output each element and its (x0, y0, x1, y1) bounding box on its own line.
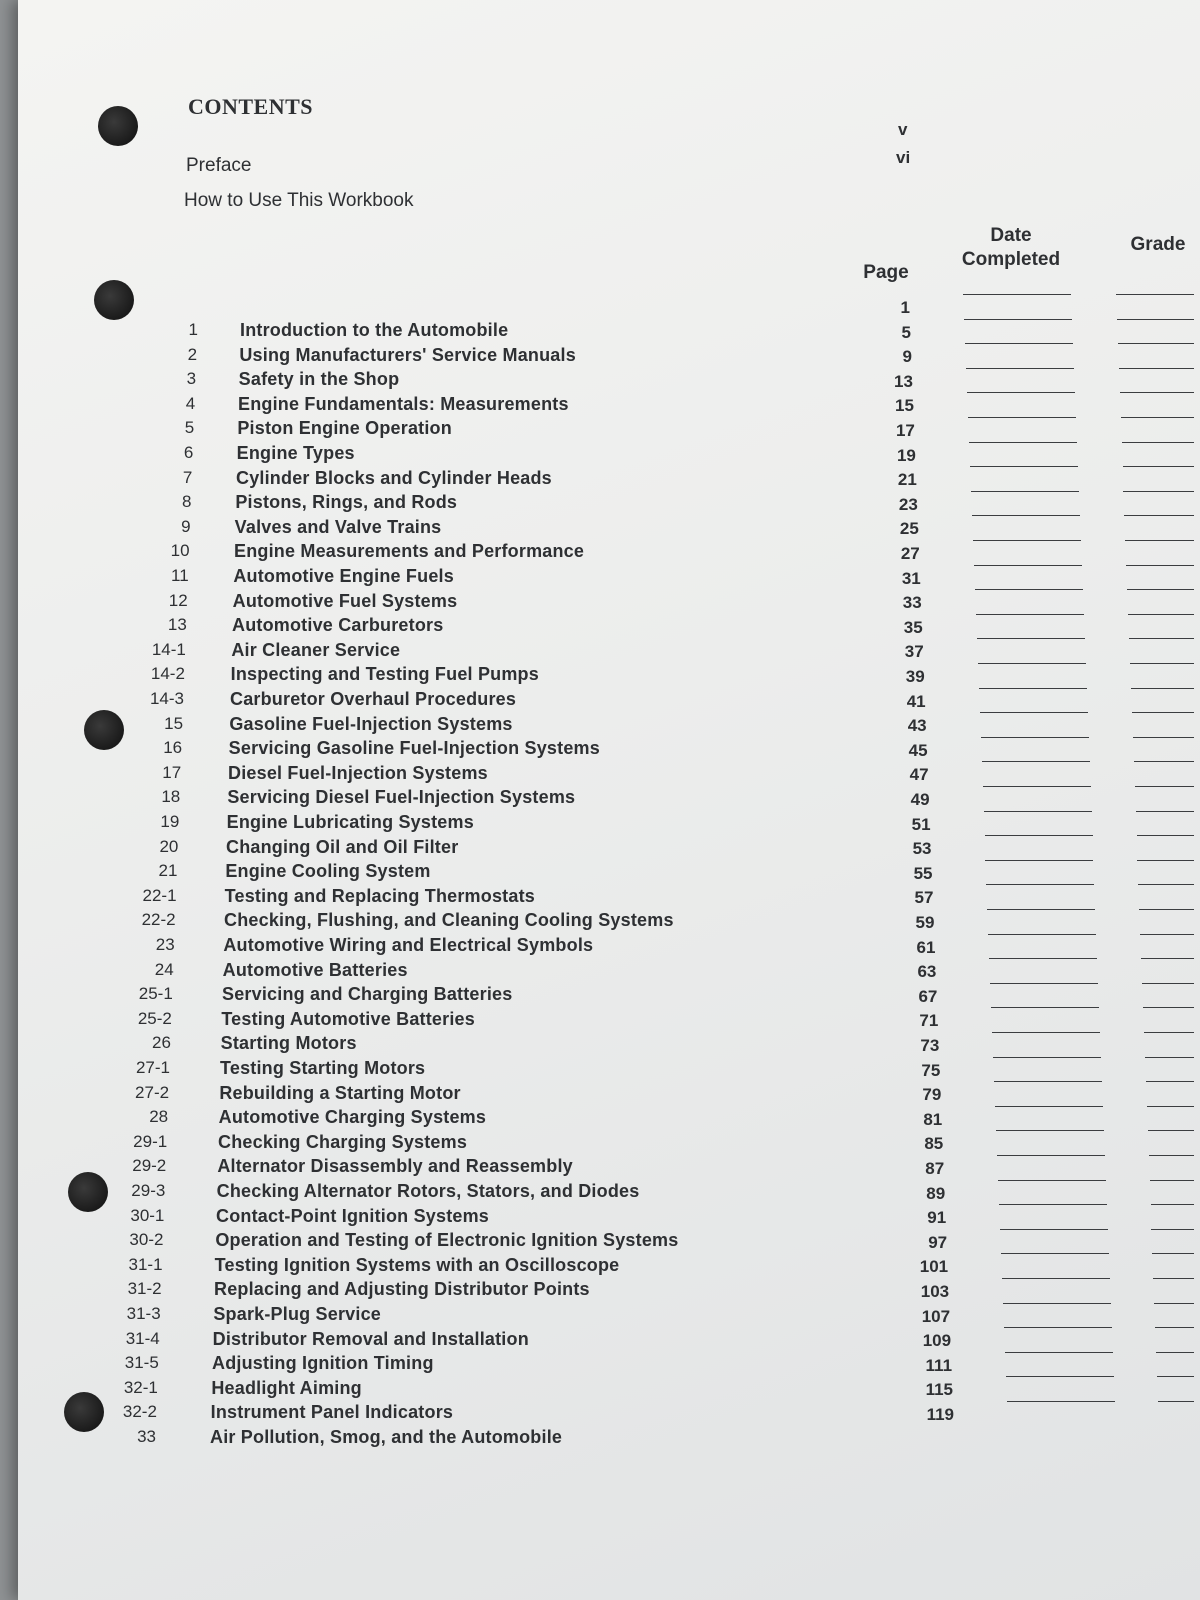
toc-entry-number: 22-2 (141, 910, 176, 930)
grade-blank (1141, 958, 1194, 959)
grade-blank (1143, 1007, 1194, 1008)
toc-entry-page: 115 (925, 1380, 954, 1400)
toc-entry-number: 33 (137, 1427, 156, 1446)
toc-entry-number: 30-2 (129, 1230, 164, 1250)
toc-entry-number: 27-2 (135, 1082, 170, 1102)
toc-entry-title: Automotive Wiring and Electrical Symbols (223, 935, 594, 955)
toc-entry-number: 9 (181, 516, 191, 536)
grade-blank (1156, 1352, 1194, 1353)
toc-entry-page: 119 (926, 1405, 954, 1424)
date-completed-blank (979, 688, 1087, 689)
date-completed-blank (973, 540, 1081, 541)
toc-entry-number: 31-3 (126, 1304, 161, 1323)
toc-entry-title: Pistons, Rings, and Rods (235, 492, 458, 513)
grade-blank (1139, 909, 1194, 910)
toc-entry-number: 29-2 (132, 1156, 167, 1176)
toc-entry-number: 25-2 (137, 1008, 172, 1028)
toc-entry-title: Headlight Aiming (211, 1377, 362, 1398)
toc-entry-page: 57 (914, 888, 934, 908)
grade-blank (1133, 737, 1194, 738)
date-completed-blank (972, 515, 1080, 516)
toc-entry-page: 73 (920, 1036, 940, 1055)
toc-entry-title: Distributor Removal and Installation (212, 1328, 529, 1349)
grade-blank (1124, 515, 1194, 516)
date-completed-blank (968, 417, 1076, 418)
grade-blank (1146, 1081, 1194, 1082)
grade-blank (1135, 786, 1194, 787)
grade-blank (1120, 392, 1194, 393)
toc-entry-page: 111 (925, 1355, 953, 1375)
toc-entry-page: 59 (915, 913, 935, 932)
toc-entry-number: 7 (182, 467, 193, 487)
date-completed-blank (983, 786, 1091, 787)
toc-entry-title: Checking Alternator Rotors, Stators, and Diodes (216, 1181, 640, 1201)
toc-entry-title: Diesel Fuel-Injection Systems (228, 762, 488, 783)
toc-entry-title: Inspecting and Testing Fuel Pumps (230, 664, 539, 685)
date-completed-blank (993, 1057, 1101, 1058)
grade-blank (1129, 638, 1194, 639)
date-completed-blank (985, 860, 1093, 861)
toc-entry-number: 12 (168, 590, 188, 610)
toc-entry-number: 31-2 (127, 1279, 162, 1299)
toc-entry-page: 51 (911, 814, 931, 834)
toc-entry-number: 14-3 (149, 689, 184, 708)
grade-blank (1147, 1106, 1194, 1107)
grade-blank (1131, 688, 1194, 689)
toc-entry-page: 101 (919, 1257, 949, 1277)
toc-entry-title: Automotive Fuel Systems (232, 590, 458, 611)
date-completed-blank (971, 491, 1079, 492)
date-completed-blank (999, 1204, 1107, 1205)
grade-blank (1155, 1327, 1194, 1328)
toc-entry-page: 23 (898, 494, 918, 514)
column-header-grade: Grade (1130, 234, 1186, 255)
toc-entry-page: 25 (899, 519, 919, 539)
toc-entry-page: 87 (925, 1159, 945, 1178)
date-completed-blank (1000, 1229, 1108, 1230)
toc-entry-number: 1 (188, 320, 198, 339)
toc-entry-number: 31-4 (125, 1328, 160, 1348)
grade-blank (1151, 1229, 1194, 1230)
date-completed-blank (998, 1180, 1106, 1181)
grade-blank (1154, 1303, 1194, 1304)
toc-entry-title: Piston Engine Operation (237, 418, 452, 439)
date-completed-blank (980, 712, 1088, 713)
grade-blank (1157, 1376, 1194, 1377)
date-completed-blank (1005, 1352, 1113, 1353)
toc-entry-number: 26 (152, 1033, 171, 1053)
grade-blank (1130, 663, 1194, 664)
grade-blank (1125, 540, 1194, 541)
grade-blank (1116, 294, 1194, 295)
toc-entry-number: 27-1 (135, 1058, 170, 1077)
toc-entry-title: Checking Charging Systems (218, 1131, 468, 1152)
toc-entry-number: 21 (158, 861, 178, 881)
toc-entry-number: 2 (187, 344, 198, 364)
grade-blank (1119, 368, 1194, 369)
toc-entry-title: Testing Starting Motors (220, 1058, 426, 1078)
date-completed-blank (989, 958, 1097, 959)
toc-entry-page: 47 (909, 765, 929, 785)
toc-entry-title: Testing and Replacing Thermostats (224, 885, 535, 906)
toc-entry-number: 31-1 (128, 1254, 163, 1274)
date-completed-blank (987, 909, 1095, 910)
toc-entry-number: 23 (155, 935, 175, 954)
date-completed-blank (975, 589, 1083, 590)
date-completed-blank (986, 884, 1094, 885)
toc-entry-title: Checking, Flushing, and Cleaning Cooling Systems (224, 910, 674, 931)
date-completed-blank (1002, 1278, 1110, 1279)
grade-blank (1127, 589, 1194, 590)
toc-entry-page: 45 (908, 740, 928, 760)
toc-entry-page: 61 (916, 937, 936, 957)
grade-blank (1138, 884, 1194, 885)
date-completed-blank (977, 638, 1085, 639)
toc-entry-title: Air Pollution, Smog, and the Automobile (210, 1427, 563, 1447)
toc-entry-title: Carburetor Overhaul Procedures (230, 689, 517, 709)
grade-blank (1128, 614, 1194, 615)
date-completed-blank (1006, 1376, 1114, 1377)
grade-blank (1122, 442, 1194, 443)
date-completed-blank (988, 934, 1096, 935)
toc-entry-number: 18 (161, 787, 181, 807)
grade-blank (1140, 934, 1194, 935)
grade-blank (1150, 1180, 1194, 1181)
page-title: CONTENTS (188, 94, 314, 119)
front-matter-how-to-use-page: vi (896, 148, 911, 167)
toc-entry-page: 35 (903, 617, 923, 637)
toc-entry-page: 41 (906, 691, 926, 711)
toc-entry-page: 103 (920, 1282, 950, 1301)
workbook-page (18, 0, 1200, 1600)
grade-blank (1137, 860, 1194, 861)
toc-entry-page: 109 (922, 1331, 952, 1351)
toc-entry-title: Servicing Gasoline Fuel-Injection Systems (228, 738, 600, 759)
toc-entry-title: Engine Cooling System (225, 861, 431, 882)
toc-entry-page: 37 (904, 642, 924, 662)
toc-entry-title: Engine Types (236, 443, 355, 463)
toc-entry-number: 17 (162, 762, 182, 782)
date-completed-blank (990, 983, 1098, 984)
date-completed-blank (991, 1007, 1099, 1008)
toc-entry-title: Starting Motors (220, 1033, 357, 1054)
toc-entry-number: 32-2 (122, 1402, 157, 1422)
toc-entry-page: 85 (924, 1134, 944, 1154)
grade-blank (1152, 1253, 1194, 1254)
toc-entry-title: Rebuilding a Starting Motor (219, 1082, 461, 1103)
front-matter-preface: Preface (186, 155, 252, 176)
toc-entry-page: 97 (928, 1232, 948, 1252)
date-completed-blank (978, 663, 1086, 664)
toc-entry-page: 43 (907, 716, 927, 736)
grade-blank (1132, 712, 1194, 713)
toc-entry-title: Contact-Point Ignition Systems (216, 1205, 490, 1226)
toc-entry-page: 13 (894, 371, 913, 391)
date-completed-blank (964, 319, 1072, 320)
date-completed-blank (967, 392, 1075, 393)
date-completed-blank (970, 466, 1078, 467)
toc-entry-title: Replacing and Adjusting Distributor Points (214, 1279, 590, 1300)
grade-blank (1126, 565, 1194, 566)
toc-entry-title: Adjusting Ignition Timing (212, 1353, 434, 1374)
toc-entry-page: 53 (912, 839, 932, 859)
toc-entry-page: 63 (917, 962, 937, 982)
toc-entry-number: 4 (185, 393, 196, 413)
toc-entry-number: 32-1 (123, 1377, 158, 1397)
toc-entry-number: 16 (163, 738, 183, 758)
toc-entry-title: Servicing Diesel Fuel-Injection Systems (227, 787, 576, 808)
toc-entry-number: 14-2 (150, 664, 185, 684)
grade-blank (1136, 811, 1194, 812)
toc-entry (18, 298, 1200, 344)
toc-entry-page: 75 (921, 1060, 941, 1080)
toc-entry-page: 91 (927, 1208, 947, 1228)
date-completed-blank (996, 1130, 1104, 1131)
date-completed-blank (984, 811, 1092, 812)
toc-entry-number: 14-1 (151, 639, 186, 659)
date-completed-blank (966, 368, 1074, 369)
toc-entry-title: Alternator Disassembly and Reassembly (217, 1156, 573, 1177)
toc-entry-title: Testing Automotive Batteries (221, 1008, 475, 1029)
toc-entry-page: 15 (894, 396, 914, 416)
toc-entry-title: Operation and Testing of Electronic Ignition Systems (215, 1230, 679, 1251)
grade-blank (1134, 761, 1194, 762)
toc-entry-title: Introduction to the Automobile (240, 320, 509, 340)
grade-blank (1121, 417, 1194, 418)
date-completed-blank (965, 343, 1073, 344)
toc-entry-page: 21 (897, 470, 917, 490)
grade-blank (1153, 1278, 1194, 1279)
toc-entry-title: Testing Ignition Systems with an Oscilloscope (214, 1254, 620, 1275)
toc-entry-page: 71 (919, 1011, 939, 1031)
date-completed-blank (997, 1155, 1105, 1156)
date-completed-blank (976, 614, 1084, 615)
toc-entry-number: 11 (171, 566, 189, 585)
column-header-page: Page (863, 262, 909, 283)
toc-entry-number: 13 (167, 615, 187, 635)
toc-entry-page: 17 (895, 421, 915, 440)
toc-entry-number: 10 (170, 541, 190, 561)
grade-blank (1144, 1032, 1194, 1033)
date-completed-blank (1007, 1401, 1115, 1402)
toc-entry-number: 3 (186, 369, 197, 389)
toc-entry-page: 55 (913, 863, 933, 883)
grade-blank (1123, 491, 1194, 492)
toc-entry-title: Cylinder Blocks and Cylinder Heads (236, 467, 552, 488)
grade-blank (1117, 319, 1194, 320)
toc-entry-page: 27 (900, 544, 920, 563)
grade-blank (1158, 1401, 1194, 1402)
toc-entry-page: 19 (896, 445, 916, 465)
toc-entry-number: 15 (164, 713, 184, 733)
toc-entry-title: Air Cleaner Service (231, 639, 401, 660)
toc-entry-number: 8 (181, 492, 192, 512)
toc-entry-number: 25-1 (138, 984, 173, 1004)
toc-entry-title: Automotive Charging Systems (218, 1107, 487, 1128)
binder-hole (94, 280, 134, 320)
grade-blank (1145, 1057, 1194, 1058)
date-completed-blank (992, 1032, 1100, 1033)
toc-entry-number: 22-1 (142, 885, 177, 905)
toc-entry-title: Changing Oil and Oil Filter (226, 836, 459, 857)
toc-entry-page: 5 (901, 322, 911, 342)
date-completed-blank (969, 442, 1077, 443)
toc-entry-title: Automotive Carburetors (232, 615, 444, 636)
date-completed-blank (963, 294, 1071, 295)
toc-entry-title: Engine Measurements and Performance (234, 541, 585, 562)
binder-hole (98, 106, 138, 146)
toc-entry-page: 81 (923, 1109, 943, 1129)
toc-entry-number: 31-5 (124, 1353, 159, 1373)
grade-blank (1148, 1130, 1194, 1131)
toc-entry-number: 6 (183, 443, 194, 462)
toc-entry-number: 5 (184, 418, 195, 438)
toc-entry-number: 19 (160, 812, 180, 831)
grade-blank (1151, 1204, 1194, 1205)
toc-entry-page: 33 (902, 593, 922, 613)
date-completed-blank (1001, 1253, 1109, 1254)
date-completed-blank (985, 835, 1093, 836)
date-completed-blank (1003, 1303, 1111, 1304)
toc-entry-title: Automotive Engine Fuels (233, 566, 454, 586)
toc-entry-number: 20 (159, 836, 179, 856)
toc-entry-title: Engine Lubricating Systems (226, 812, 474, 832)
toc-entry-number: 28 (149, 1107, 169, 1127)
toc-entry-page: 1 (900, 298, 910, 317)
toc-entry-page: 79 (922, 1085, 942, 1105)
front-matter-preface-page: v (898, 120, 908, 139)
front-matter-how-to-use: How to Use This Workbook (184, 190, 414, 211)
date-completed-blank (994, 1081, 1102, 1082)
toc-entry-title: Gasoline Fuel-Injection Systems (229, 713, 513, 734)
date-completed-blank (982, 761, 1090, 762)
toc-entry-title: Engine Fundamentals: Measurements (238, 393, 569, 414)
toc-entry-title: Safety in the Shop (238, 369, 400, 390)
toc-entry-page: 9 (902, 347, 912, 367)
column-header-date-completed-label: Date Completed (961, 225, 1061, 270)
grade-blank (1123, 466, 1194, 467)
grade-blank (1142, 983, 1194, 984)
toc-entry-page: 107 (921, 1306, 951, 1326)
toc-entry-page: 39 (905, 667, 925, 686)
toc-entry-title: Spark-Plug Service (213, 1304, 382, 1324)
toc-entry-title: Valves and Valve Trains (234, 516, 442, 537)
grade-blank (1137, 835, 1194, 836)
toc-entry-page: 31 (901, 568, 921, 588)
date-completed-blank (981, 737, 1089, 738)
date-completed-blank (974, 565, 1082, 566)
toc-entry-page: 89 (926, 1183, 946, 1203)
toc-entry-number: 29-1 (133, 1131, 168, 1151)
toc-entry-page: 67 (918, 986, 938, 1006)
toc-entry-number: 29-3 (131, 1181, 166, 1200)
column-header-date-completed (946, 224, 1076, 272)
toc-entry-title: Using Manufacturers' Service Manuals (239, 344, 576, 365)
grade-blank (1149, 1155, 1194, 1156)
toc-entry-title: Automotive Batteries (222, 959, 408, 980)
date-completed-blank (1004, 1327, 1112, 1328)
toc-entry-number: 24 (154, 959, 174, 979)
toc-entry-page: 49 (910, 790, 930, 809)
grade-blank (1118, 343, 1194, 344)
toc-entry-title: Servicing and Charging Batteries (222, 984, 513, 1005)
date-completed-blank (995, 1106, 1103, 1107)
toc-entry-number: 30-1 (130, 1205, 165, 1225)
toc-entry-title: Instrument Panel Indicators (210, 1402, 454, 1423)
